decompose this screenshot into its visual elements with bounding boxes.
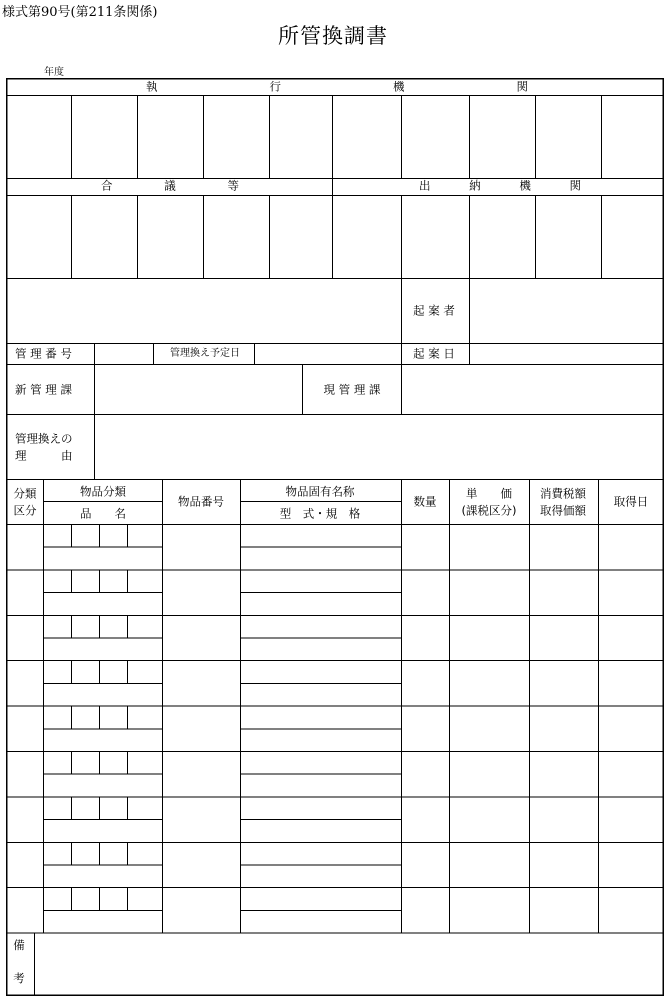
item-row[interactable] xyxy=(7,707,663,751)
execution-authority-char: 執 xyxy=(146,79,158,94)
fiscal-year-label: 年度 xyxy=(44,67,64,78)
council-char: 議 xyxy=(164,178,176,193)
disbursement-seal-box[interactable] xyxy=(72,196,137,278)
current-section-field[interactable] xyxy=(401,365,664,414)
item-row[interactable] xyxy=(7,616,663,660)
acquisition-date-header: 取得日 xyxy=(613,494,649,509)
form-number: 様式第90号(第211条関係) xyxy=(2,5,158,20)
execution-seal-box[interactable] xyxy=(602,96,663,178)
item-row[interactable] xyxy=(7,752,663,796)
drafter-field[interactable] xyxy=(469,278,664,343)
unit-price-header: 単 価 (課税区分) xyxy=(461,486,517,517)
council-char: 等 xyxy=(227,178,239,193)
disbursement-seal-box[interactable] xyxy=(204,196,269,278)
disbursement-seal-box[interactable] xyxy=(7,196,71,278)
item-row[interactable] xyxy=(7,661,663,705)
remarks-field[interactable] xyxy=(34,934,664,996)
page-title: 所管換調書 xyxy=(278,24,388,48)
item-row[interactable] xyxy=(7,797,663,841)
item-specific-name-header: 物品固有名称 xyxy=(285,484,355,499)
disbursement-authority-char: 関 xyxy=(569,178,581,193)
execution-seal-box[interactable] xyxy=(204,96,269,178)
item-row[interactable] xyxy=(7,570,663,614)
council-char: 合 xyxy=(101,178,113,193)
item-row[interactable] xyxy=(7,843,663,887)
execution-seal-box[interactable] xyxy=(138,96,203,178)
disbursement-authority-header xyxy=(419,180,581,192)
execution-seal-box[interactable] xyxy=(72,96,137,178)
execution-seal-box[interactable] xyxy=(470,96,535,178)
remarks-label: 備 考 xyxy=(13,937,25,986)
execution-authority-char: 行 xyxy=(269,79,281,94)
disbursement-seal-box[interactable] xyxy=(333,196,401,278)
disbursement-seal-box[interactable] xyxy=(270,196,332,278)
execution-authority-char: 機 xyxy=(393,79,405,94)
item-row[interactable] xyxy=(7,888,663,932)
item-category-header: 物品分類 xyxy=(80,484,126,499)
scheduled-date-label: 管理換え予定日 xyxy=(170,348,240,359)
management-number-field[interactable] xyxy=(95,344,153,364)
draft-date-label: 起 案 日 xyxy=(413,346,455,361)
item-number-header: 物品番号 xyxy=(178,494,224,509)
category-header: 分類 区分 xyxy=(13,486,37,517)
management-number-label: 管 理 番 号 xyxy=(15,346,72,361)
disbursement-seal-box[interactable] xyxy=(402,196,469,278)
draft-date-field[interactable] xyxy=(469,344,664,364)
disbursement-authority-char: 出 xyxy=(419,178,431,193)
disbursement-seal-box[interactable] xyxy=(536,196,601,278)
item-row[interactable] xyxy=(7,525,663,569)
execution-authority-char: 関 xyxy=(516,79,528,94)
disbursement-seal-box[interactable] xyxy=(602,196,663,278)
execution-seal-box[interactable] xyxy=(402,96,469,178)
execution-seal-box[interactable] xyxy=(270,96,332,178)
new-section-field[interactable] xyxy=(95,365,302,414)
execution-seal-box[interactable] xyxy=(7,96,71,178)
execution-seal-box[interactable] xyxy=(536,96,601,178)
drafter-label: 起 案 者 xyxy=(413,303,455,318)
current-section-label: 現 管 理 課 xyxy=(323,382,381,397)
item-name-header: 品 名 xyxy=(80,506,126,521)
disbursement-authority-char: 納 xyxy=(469,178,481,193)
disbursement-authority-char: 機 xyxy=(519,178,531,193)
council-header xyxy=(101,180,239,192)
execution-authority-header xyxy=(146,81,528,93)
new-section-label: 新 管 理 課 xyxy=(15,382,72,397)
disbursement-seal-box[interactable] xyxy=(470,196,535,278)
scheduled-date-field[interactable] xyxy=(255,344,400,364)
reason-field[interactable] xyxy=(95,415,664,479)
disbursement-seal-box[interactable] xyxy=(138,196,203,278)
reason-label: 管理換えの 理 由 xyxy=(15,431,73,462)
approval-form xyxy=(6,78,664,996)
execution-seal-box[interactable] xyxy=(333,96,401,178)
tax-acquisition-header: 消費税額 取得価額 xyxy=(540,486,586,517)
quantity-header: 数量 xyxy=(413,494,437,509)
model-spec-header: 型 式・規 格 xyxy=(279,506,361,521)
